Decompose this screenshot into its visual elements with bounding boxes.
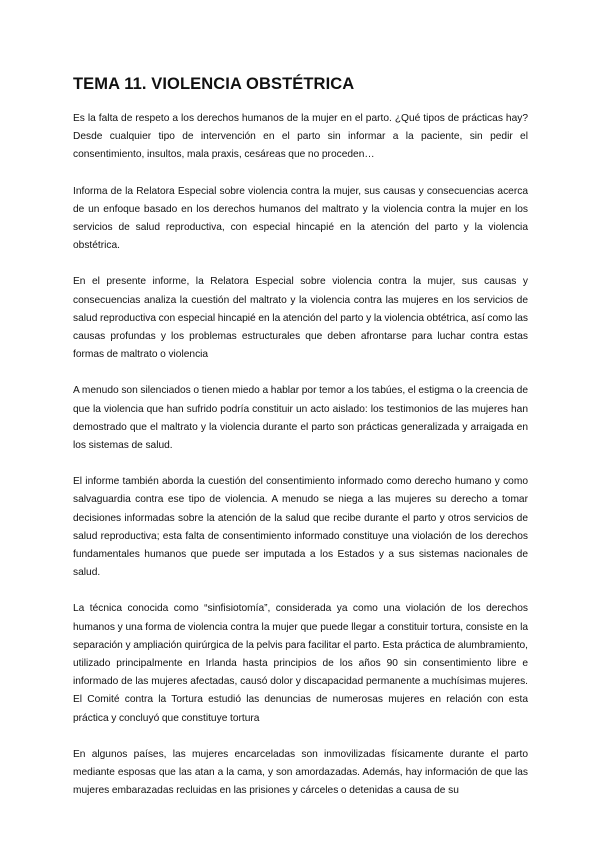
- paragraph-symphysiotomy: La técnica conocida como “sinfisiotomía”, considerada ya como una violación de los derechos humanos y una forma de violencia contra la mujer que puede llegar a constituir tortura, consiste en la separación y ampliación quirúrgica de la pelvis para facilitar el parto. Esta práctica de alumbramiento, utilizado principalmente en Irlanda hasta principios de los años 90 sin consentimiento libre e informado de las mujeres afectadas, causó dolor y discapacidad permanente a muchísimas mujeres. El Comité contra la Tortura estudió las denuncias de numerosas mujeres en relación con esta práctica y concluyó que constituye tortura: [73, 603, 528, 724]
- paragraph-incarcerated-women: En algunos países, las mujeres encarceladas son inmovilizadas físicamente durante el parto mediante esposas que las atan a la cama, y son amordazadas. Además, hay información de que las mujeres embarazadas recluidas en las prisiones y cárceles o detenidas a causa de su: [73, 748, 528, 797]
- paragraph-present-report: En el presente informe, la Relatora Especial sobre violencia contra la mujer, sus causas y consecuencias analiza la cuestión del maltrato y la violencia contra las mujeres en los servicios de salud reproductiva con especial hincapié en la atención del parto y la violencia obtétrica, así como las causas profundas y los problemas estructurales que deben afrontarse para luchar contra estas formas de maltrato o violencia: [73, 276, 528, 361]
- document-page: [73, 74, 528, 819]
- paragraph-silenced: A menudo son silenciados o tienen miedo a hablar por temor a los tabúes, el estigma o la creencia de que la violencia que han sufrido podría constituir un acto aislado: los testimonios de las mujeres han demostrado que el maltrato y la violencia durante el parto son prácticas generalizada y arraigada en los sistemas de salud.: [73, 385, 528, 452]
- document-title: TEMA 11. VIOLENCIA OBSTÉTRICA: [73, 75, 355, 93]
- paragraph-rapporteur-report: Informa de la Relatora Especial sobre violencia contra la mujer, sus causas y consecuencias acerca de un enfoque basado en los derechos humanos del maltrato y la violencia contra la mujer en los servicios de salud reproductiva, con especial hincapié en la atención del parto y la violencia obstétrica.: [73, 185, 528, 252]
- paragraph-definition: Es la falta de respeto a los derechos humanos de la mujer en el parto. ¿Qué tipos de prácticas hay? Desde cualquier tipo de intervención en el parto sin informar a la paciente, sin pedir el consentimiento, insultos, mala praxis, cesáreas que no proceden…: [73, 113, 528, 161]
- paragraph-informed-consent: El informe también aborda la cuestión del consentimiento informado como derecho humano y como salvaguardia contra ese tipo de violencia. A menudo se niega a las mujeres su derecho a tomar decisiones informadas sobre la atención de la salud que recibe durante el parto y otros servicios de salud reproductiva; esta falta de consentimiento informado constituye una violación de los derechos fundamentales humanos que puede ser imputada a los Estados y a sus sistemas nacionales de salud.: [73, 476, 528, 579]
